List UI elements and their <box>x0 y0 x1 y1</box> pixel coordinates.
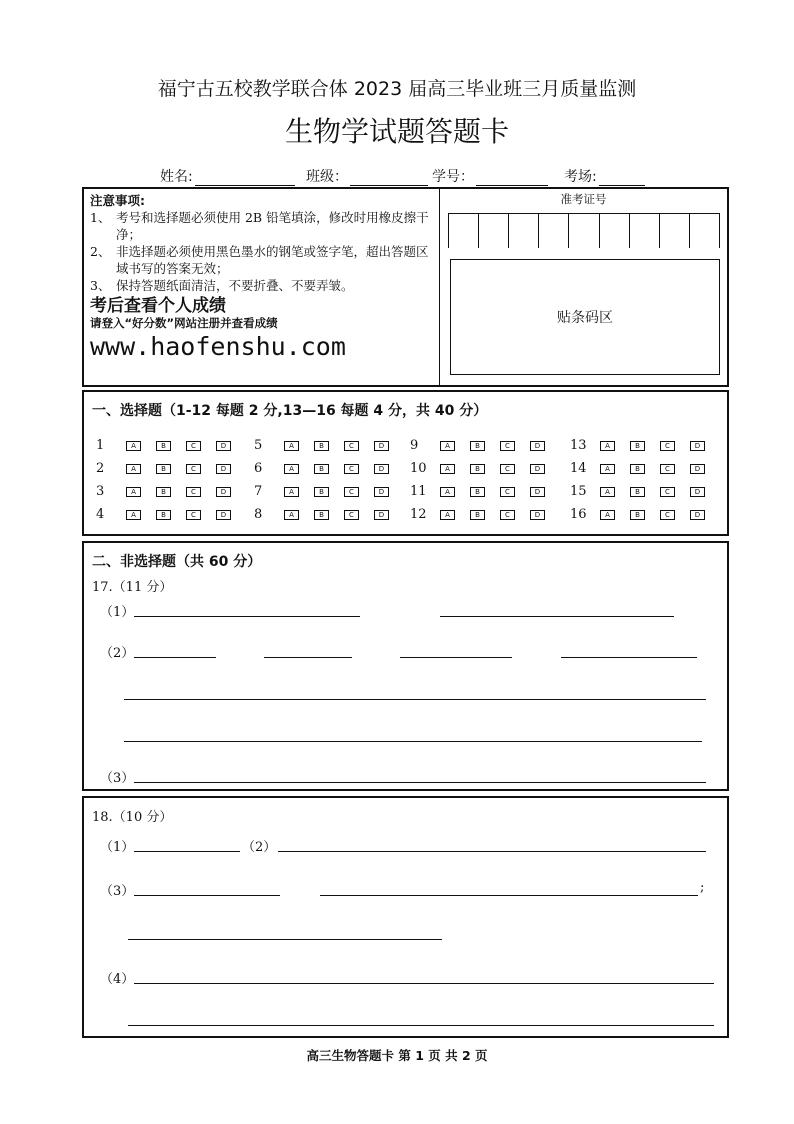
option-bubble-d[interactable]: D <box>530 510 545 520</box>
option-bubble-b[interactable]: B <box>470 441 485 451</box>
choice-question-row <box>254 438 404 453</box>
q18-section <box>82 796 729 1038</box>
option-bubble-b[interactable]: B <box>156 441 171 451</box>
choice-question-row <box>570 461 720 476</box>
option-bubble-a[interactable]: A <box>126 487 141 497</box>
option-bubble-b[interactable]: B <box>630 510 645 520</box>
q17-part2-label: （2） <box>100 646 135 661</box>
answer-line[interactable] <box>561 657 697 658</box>
option-bubble-a[interactable]: A <box>600 441 615 451</box>
question-number: 5 <box>254 438 263 453</box>
option-bubble-c[interactable]: C <box>186 464 201 474</box>
option-bubble-a[interactable]: A <box>440 464 455 474</box>
notice-item: 1、 考号和选择题必须使用 2B 铅笔填涂，修改时用橡皮擦干净； <box>90 210 429 242</box>
nonchoice-section-title: 二、非选择题（共 60 分） <box>92 554 262 570</box>
question-number: 11 <box>410 484 427 499</box>
answer-line[interactable] <box>264 657 352 658</box>
choice-question-row <box>410 507 560 522</box>
option-bubble-c[interactable]: C <box>186 487 201 497</box>
option-bubble-b[interactable]: B <box>156 487 171 497</box>
option-bubble-c[interactable]: C <box>344 487 359 497</box>
notice-item: 3、 保持答题纸面清洁，不要折叠、不要弄皱。 <box>90 278 354 293</box>
option-bubble-a[interactable]: A <box>440 510 455 520</box>
answer-line[interactable] <box>440 616 674 617</box>
option-bubble-c[interactable]: C <box>186 510 201 520</box>
option-bubble-b[interactable]: B <box>314 487 329 497</box>
option-bubble-c[interactable]: C <box>660 441 675 451</box>
option-bubble-d[interactable]: D <box>216 510 231 520</box>
option-bubble-b[interactable]: B <box>314 464 329 474</box>
option-bubble-d[interactable]: D <box>530 487 545 497</box>
student-id-blank[interactable] <box>476 171 548 186</box>
instructions <box>84 189 440 385</box>
option-bubble-a[interactable]: A <box>284 487 299 497</box>
question-number: 14 <box>570 461 587 476</box>
option-bubble-c[interactable]: C <box>344 464 359 474</box>
name-blank[interactable] <box>195 171 295 186</box>
option-bubble-d[interactable]: D <box>374 464 389 474</box>
question-number: 13 <box>570 438 587 453</box>
option-bubble-d[interactable]: D <box>374 510 389 520</box>
option-bubble-a[interactable]: A <box>126 510 141 520</box>
choice-question-row <box>96 507 246 522</box>
answer-line[interactable] <box>278 851 706 852</box>
option-bubble-b[interactable]: B <box>156 464 171 474</box>
option-bubble-a[interactable]: A <box>600 464 615 474</box>
barcode-area: 贴条码区 <box>450 259 720 375</box>
option-bubble-c[interactable]: C <box>500 464 515 474</box>
question-number: 15 <box>570 484 587 499</box>
choice-question-row <box>570 507 720 522</box>
option-bubble-b[interactable]: B <box>470 464 485 474</box>
option-bubble-d[interactable]: D <box>690 487 705 497</box>
answer-line[interactable] <box>124 741 702 742</box>
question-number: 3 <box>96 484 105 499</box>
q18-part4-label: （4） <box>100 972 135 987</box>
option-bubble-a[interactable]: A <box>440 487 455 497</box>
notice-panel <box>82 187 729 387</box>
answer-line[interactable] <box>400 657 512 658</box>
question-number: 1 <box>96 438 105 453</box>
option-bubble-b[interactable]: B <box>630 441 645 451</box>
q17-part1-label: （1） <box>100 605 135 620</box>
option-bubble-c[interactable]: C <box>186 441 201 451</box>
option-bubble-c[interactable]: C <box>344 510 359 520</box>
option-bubble-a[interactable]: A <box>284 464 299 474</box>
q18-part3-label: （3） <box>100 884 135 899</box>
option-bubble-a[interactable]: A <box>126 441 141 451</box>
option-bubble-c[interactable]: C <box>500 441 515 451</box>
choice-question-row <box>96 484 246 499</box>
choice-section-title: 一、选择题（1-12 每题 2 分,13—16 每题 4 分，共 40 分） <box>92 403 488 419</box>
answer-line[interactable] <box>124 699 706 700</box>
option-bubble-b[interactable]: B <box>630 487 645 497</box>
choice-question-row <box>254 461 404 476</box>
option-bubble-c[interactable]: C <box>660 510 675 520</box>
notice-title: 注意事项: <box>90 193 145 208</box>
option-bubble-b[interactable]: B <box>314 441 329 451</box>
option-bubble-b[interactable]: B <box>314 510 329 520</box>
option-bubble-c[interactable]: C <box>344 441 359 451</box>
page-footer: 高三生物答题卡 第 1 页 共 2 页 <box>306 1048 488 1063</box>
option-bubble-b[interactable]: B <box>470 487 485 497</box>
choice-question-row <box>254 507 404 522</box>
ticket-area <box>440 189 727 385</box>
ticket-number-label: 准考证号 <box>560 192 607 206</box>
question-number: 7 <box>254 484 263 499</box>
option-bubble-a[interactable]: A <box>126 464 141 474</box>
choice-section <box>82 390 729 536</box>
option-bubble-a[interactable]: A <box>284 441 299 451</box>
option-bubble-d[interactable]: D <box>216 441 231 451</box>
question-number: 12 <box>410 507 427 522</box>
option-bubble-a[interactable]: A <box>440 441 455 451</box>
answer-line[interactable] <box>320 895 698 896</box>
answer-line[interactable] <box>134 851 240 852</box>
class-field[interactable]: 班级： <box>306 166 428 186</box>
option-bubble-d[interactable]: D <box>530 441 545 451</box>
question-number: 16 <box>570 507 587 522</box>
answer-line[interactable] <box>134 657 216 658</box>
choice-question-row <box>96 461 246 476</box>
question-number: 10 <box>410 461 427 476</box>
option-bubble-c[interactable]: C <box>500 487 515 497</box>
question-number: 2 <box>96 461 105 476</box>
answer-line[interactable] <box>134 895 280 896</box>
answer-line[interactable] <box>134 616 360 617</box>
option-bubble-d[interactable]: D <box>374 487 389 497</box>
option-bubble-d[interactable]: D <box>690 464 705 474</box>
option-bubble-d[interactable]: D <box>216 464 231 474</box>
option-bubble-a[interactable]: A <box>600 510 615 520</box>
option-bubble-a[interactable]: A <box>284 510 299 520</box>
class-blank[interactable] <box>350 171 428 186</box>
choice-question-row <box>96 438 246 453</box>
name-field[interactable]: 姓名: <box>160 166 295 186</box>
option-bubble-c[interactable]: C <box>660 487 675 497</box>
exam-header: 福宁古五校教学联合体 2023 届高三毕业班三月质量监测 <box>157 78 637 100</box>
answer-line[interactable] <box>128 939 442 940</box>
student-id-field[interactable]: 学号： <box>432 166 548 186</box>
answer-line[interactable] <box>134 782 706 783</box>
option-bubble-c[interactable]: C <box>660 464 675 474</box>
promo-text: 请登入“好分数”网站注册并查看成绩 <box>90 316 278 330</box>
choice-question-row <box>254 484 404 499</box>
answer-line[interactable] <box>128 1025 714 1026</box>
option-bubble-d[interactable]: D <box>690 510 705 520</box>
q17-label: 17.（11 分） <box>92 580 173 595</box>
q17-part3-label: （3） <box>100 771 135 786</box>
option-bubble-b[interactable]: B <box>630 464 645 474</box>
question-number: 6 <box>254 461 263 476</box>
choice-question-row <box>410 438 560 453</box>
option-bubble-b[interactable]: B <box>156 510 171 520</box>
answer-line[interactable] <box>134 983 714 984</box>
option-bubble-a[interactable]: A <box>600 487 615 497</box>
option-bubble-d[interactable]: D <box>374 441 389 451</box>
semicolon: ; <box>700 880 705 895</box>
option-bubble-d[interactable]: D <box>530 464 545 474</box>
q18-part2-label: （2） <box>242 840 277 855</box>
choice-question-row <box>410 461 560 476</box>
question-number: 9 <box>410 438 419 453</box>
q18-part1-label: （1） <box>100 840 135 855</box>
nonchoice-section <box>82 541 729 791</box>
choice-question-row <box>570 484 720 499</box>
ticket-number-cells[interactable] <box>448 213 720 248</box>
choice-question-row <box>410 484 560 499</box>
option-bubble-d[interactable]: D <box>690 441 705 451</box>
option-bubble-d[interactable]: D <box>216 487 231 497</box>
choice-question-row <box>570 438 720 453</box>
question-number: 8 <box>254 507 263 522</box>
website-url[interactable]: www.haofenshu.com <box>90 332 346 361</box>
question-number: 4 <box>96 507 105 522</box>
notice-item: 2、 非选择题必须使用黑色墨水的钢笔或签字笔，超出答题区域书写的答案无效； <box>90 244 429 276</box>
option-bubble-b[interactable]: B <box>470 510 485 520</box>
option-bubble-c[interactable]: C <box>500 510 515 520</box>
q18-label: 18.（10 分） <box>92 810 173 825</box>
promo-heading: 考后查看个人成绩 <box>90 296 226 316</box>
exam-room-blank[interactable] <box>599 171 645 186</box>
answer-sheet-title: 生物学试题答题卡 <box>284 115 509 148</box>
exam-room-field[interactable]: 考场: <box>564 166 645 186</box>
